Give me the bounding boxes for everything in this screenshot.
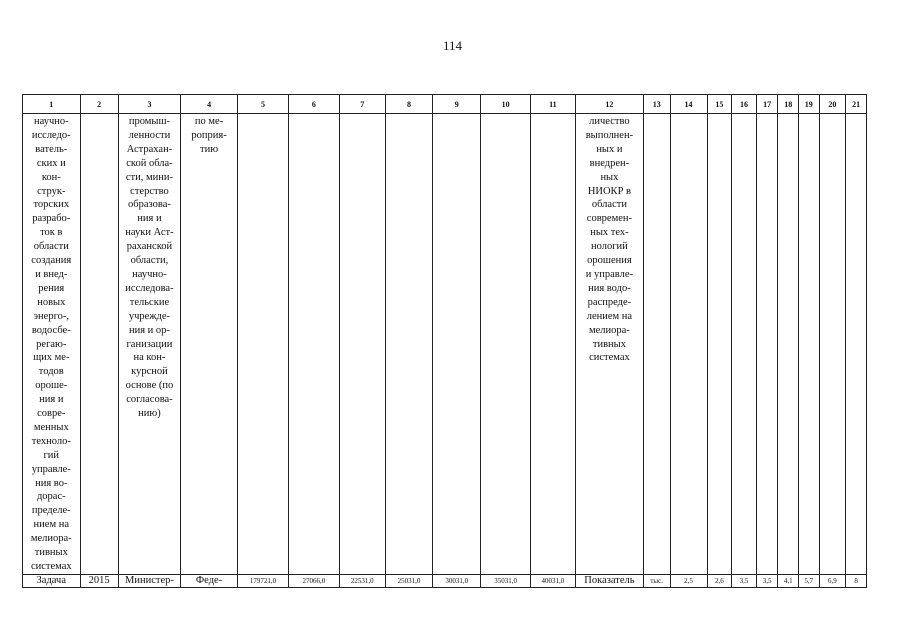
cell-line: внедрен- [589,157,630,169]
cell-line: энерго-, [33,310,69,322]
cell-line: стерство [130,185,169,197]
value-cell: 6,9 [819,574,846,587]
cell-line: ния и [39,394,64,406]
cell-line: дорас- [36,491,66,503]
cell-line: области [33,241,69,253]
value-cell: 2,6 [707,574,732,587]
cell-line: науки Аст- [125,227,174,239]
value-cell: 5,7 [799,574,820,587]
cell-line: нологий [591,241,628,253]
cell-line: роприя- [191,129,227,141]
header-cell: 15 [707,95,732,114]
cell-line: водосбе- [31,324,71,336]
empty-cell [80,114,118,575]
cell-line: современ- [586,213,632,225]
amount-cell: 25031,0 [385,574,432,587]
header-cell: 2 [80,95,118,114]
cell-line: НИОКР в [587,185,631,197]
cell-line: мелиора- [588,324,630,336]
cell-line: исследова- [125,282,174,294]
header-cell: 9 [433,95,481,114]
task-cell: Задача [23,574,81,587]
cell-line: рения [38,282,65,294]
empty-cell [819,114,846,575]
cell-line: ороше- [35,380,68,392]
cell-line: ных [600,171,619,183]
amount-cell: 22531,0 [339,574,385,587]
header-cell: 4 [181,95,238,114]
empty-cell [732,114,757,575]
cell-line: разрабо- [32,213,71,225]
cell-line: струк- [37,185,66,197]
cell-line: пределе- [31,505,71,517]
cell-line: тивных [34,547,68,559]
header-cell: 11 [530,95,575,114]
cell-line: тию [200,143,219,155]
cell-line: ватель- [35,143,68,155]
cell-line: образова- [128,199,171,211]
header-cell: 14 [670,95,707,114]
cell-line: и внед- [35,268,68,280]
cell-line: техноло- [31,435,71,447]
empty-cell [707,114,732,575]
cell-line: торских [33,199,70,211]
header-cell: 19 [799,95,820,114]
cell-line: Астрахан- [126,143,173,155]
amount-cell: 27066,0 [289,574,339,587]
cell-line: создания [31,255,72,267]
header-cell: 20 [819,95,846,114]
source-cell: Феде- [181,574,238,587]
cell-line: нием на [33,519,69,531]
empty-cell [237,114,288,575]
cell-line: менных [33,421,69,433]
empty-cell [339,114,385,575]
cell-line: согласова- [126,394,173,406]
value-cell: 8 [846,574,867,587]
cell-line: научно- [132,268,167,280]
year-cell: 2015 [80,574,118,587]
cell-line: системах [30,561,72,572]
value-cell: 3,5 [756,574,778,587]
page-number: 114 [442,38,463,53]
amount-cell: 40031,0 [530,574,575,587]
cell-line: распреде- [587,296,632,308]
cell-line: основе (по [125,380,174,392]
cell-line: гий [43,449,60,461]
cell-line: кон- [41,171,61,183]
cell-line: области, [130,255,169,267]
cell-line: лением на [586,310,633,322]
header-cell: 17 [756,95,778,114]
cell-line: и управле- [585,268,634,280]
indicator-cell [575,114,643,575]
header-cell: 1 [23,95,81,114]
cell-line: ских и [36,157,66,169]
cell-line: области [591,199,627,211]
data-table [22,94,867,588]
cell-line: мелиора- [30,533,72,545]
cell-line: ния и [137,213,162,225]
cell-line: курсной [131,366,168,378]
empty-cell [670,114,707,575]
cell-line: личество [589,116,630,127]
cell-line: ток в [40,227,63,239]
cell-line: ганизации [126,338,173,350]
value-cell: 4,1 [778,574,799,587]
value-cell: 2,5 [670,574,707,587]
empty-cell [756,114,778,575]
task-row [23,574,867,587]
empty-cell [289,114,339,575]
body-row [23,114,867,575]
header-cell: 7 [339,95,385,114]
cell-line: учрежде- [128,310,171,322]
cell-line: ленности [128,129,171,141]
cell-line: орошения [587,255,632,267]
amount-cell: 179721,0 [237,574,288,587]
cell-line: тельские [129,296,170,308]
cell-line: выполнен- [585,129,634,141]
cell-line: ния водо- [588,282,631,294]
cell-line: тодов [38,366,64,378]
cell-line: совре- [37,408,66,420]
cell-line: нию) [138,408,161,420]
empty-cell [799,114,820,575]
empty-cell [385,114,432,575]
empty-cell [846,114,867,575]
empty-cell [481,114,530,575]
header-cell: 8 [385,95,432,114]
header-cell: 13 [643,95,670,114]
cell-line: щих ме- [33,352,70,364]
header-cell: 10 [481,95,530,114]
cell-line: сти, мини- [125,171,173,183]
cell-line: промыш- [128,116,171,127]
cell-line: управле- [31,463,71,475]
cell-line: новых [37,296,66,308]
cell-line: тивных [592,338,626,350]
cell-line: на кон- [133,352,166,364]
cell-line: ской обла- [126,157,173,169]
header-cell: 3 [118,95,181,114]
header-cell: 21 [846,95,867,114]
empty-cell [643,114,670,575]
header-row [23,95,867,114]
empty-cell [433,114,481,575]
value-cell: 3,5 [732,574,757,587]
empty-cell [530,114,575,575]
header-cell: 5 [237,95,288,114]
executor-cell: Министер- [118,574,181,587]
cell-line: ния и ор- [128,324,170,336]
header-cell: 6 [289,95,339,114]
cell-line: регаю- [36,338,67,350]
cell-line: ния во- [35,477,68,489]
cell-line: ных и [596,143,623,155]
cell-line: по ме- [194,116,224,127]
cell-line: научно- [33,116,69,127]
cell-line: ных тех- [590,227,629,239]
cell-line: исследо- [31,129,71,141]
header-cell: 16 [732,95,757,114]
indicator-label-cell: Показатель [575,574,643,587]
executors-cell [118,114,181,575]
task-description-cell [23,114,81,575]
unit-cell: тыс. [643,574,670,587]
cell-line: раханской [126,241,173,253]
header-cell: 12 [575,95,643,114]
empty-cell [778,114,799,575]
cell-line: системах [589,352,630,364]
funding-source-cell [181,114,238,575]
header-cell: 18 [778,95,799,114]
amount-cell: 35031,0 [481,574,530,587]
amount-cell: 30031,0 [433,574,481,587]
